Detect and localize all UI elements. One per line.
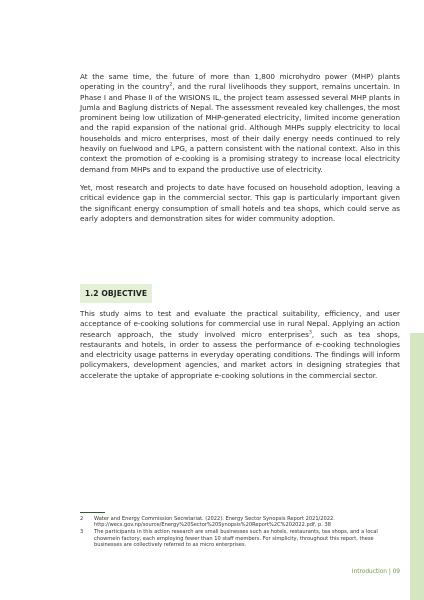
footnote-text: The participants in this action research are small businesses such as hotels, restaurants, tea shops, and a local chowmein factory, each employing fewer than 10 staff members. For simplicity, throughout this report, these businesses are collectively referred to as micro enterprises.	[94, 529, 378, 549]
section-heading-objective	[80, 284, 152, 303]
footnote-number: 3	[80, 529, 84, 536]
footnote-number: 2	[80, 516, 84, 522]
footnote-item	[80, 516, 400, 529]
paragraph-text: At the same time, the future of more than 1,800 microhydro power (MHP) plants operating in the country	[80, 72, 400, 92]
footnote-divider	[80, 512, 105, 513]
body-paragraph-mhp	[80, 72, 400, 175]
body-paragraph-evidence-gap: Yet, most research and projects to date have focused on household adoption, leaving a critical evidence gap in the commercial sector. This gap is particularly important given the significant energy consumption of small hotels and tea shops, which could serve as early adopters and demonstration sites for wider community adoption.	[80, 183, 400, 223]
body-paragraph-objective	[80, 309, 400, 381]
paragraph-text: , and the rural livelihoods they support, remains uncertain. In Phase I and Phase II of the WISIONS IL, the project team assessed several MHP plants in Jumla and Baglung districts of Nepal. The assessment revealed key challenges, the most prominent being low utilization of MHP-generated electricity, limited income generation and the rapid expansion of the national grid. Although MHPs supply electricity to local households and micro enterprises, most of their daily energy needs continued to rely heavily on fuelwood and LPG, a pattern consistent with the national context. Also in this context the promotion of e-cooking is a promising strategy to increase local electricity demand from MHPs and to expand the productive use of electricity.	[80, 82, 400, 174]
footnote-ref-2[interactable]: 2	[169, 82, 173, 88]
footnote-text[interactable]: Water and Energy Commission Secretariat. (2022). Energy Sector Synopsis Report 2021/2022. http://wecs.gov.np/source/Energy%20Sector%20Synopsis%20Report%2C%202022.pdf, p. 38	[94, 516, 335, 529]
decorative-side-bar	[410, 333, 424, 600]
footnote-ref-3[interactable]: 3	[308, 330, 312, 336]
page-footer-label: Introduction | 09	[351, 569, 400, 575]
section-heading-text: 1.2 OBJECTIVE	[84, 289, 148, 298]
footnotes-section	[80, 516, 400, 549]
paragraph-text: This study aims to test and evaluate the practical suitability, efficiency, and user acceptance of e-cooking solutions for commercial use in rural Nepal. Applying an action research approach, the study involved micro enterprises	[80, 309, 400, 339]
paragraph-text: , such as tea shops, restaurants and hotels, in order to assess the performance of e-cooking technologies and electricity usage patterns in everyday operating conditions. The findings will inform policymakers, development agencies, and market actors in designing strategies that accelerate the uptake of appropriate e-cooking solutions in the commercial sector.	[80, 329, 400, 380]
footnote-item	[80, 529, 400, 548]
